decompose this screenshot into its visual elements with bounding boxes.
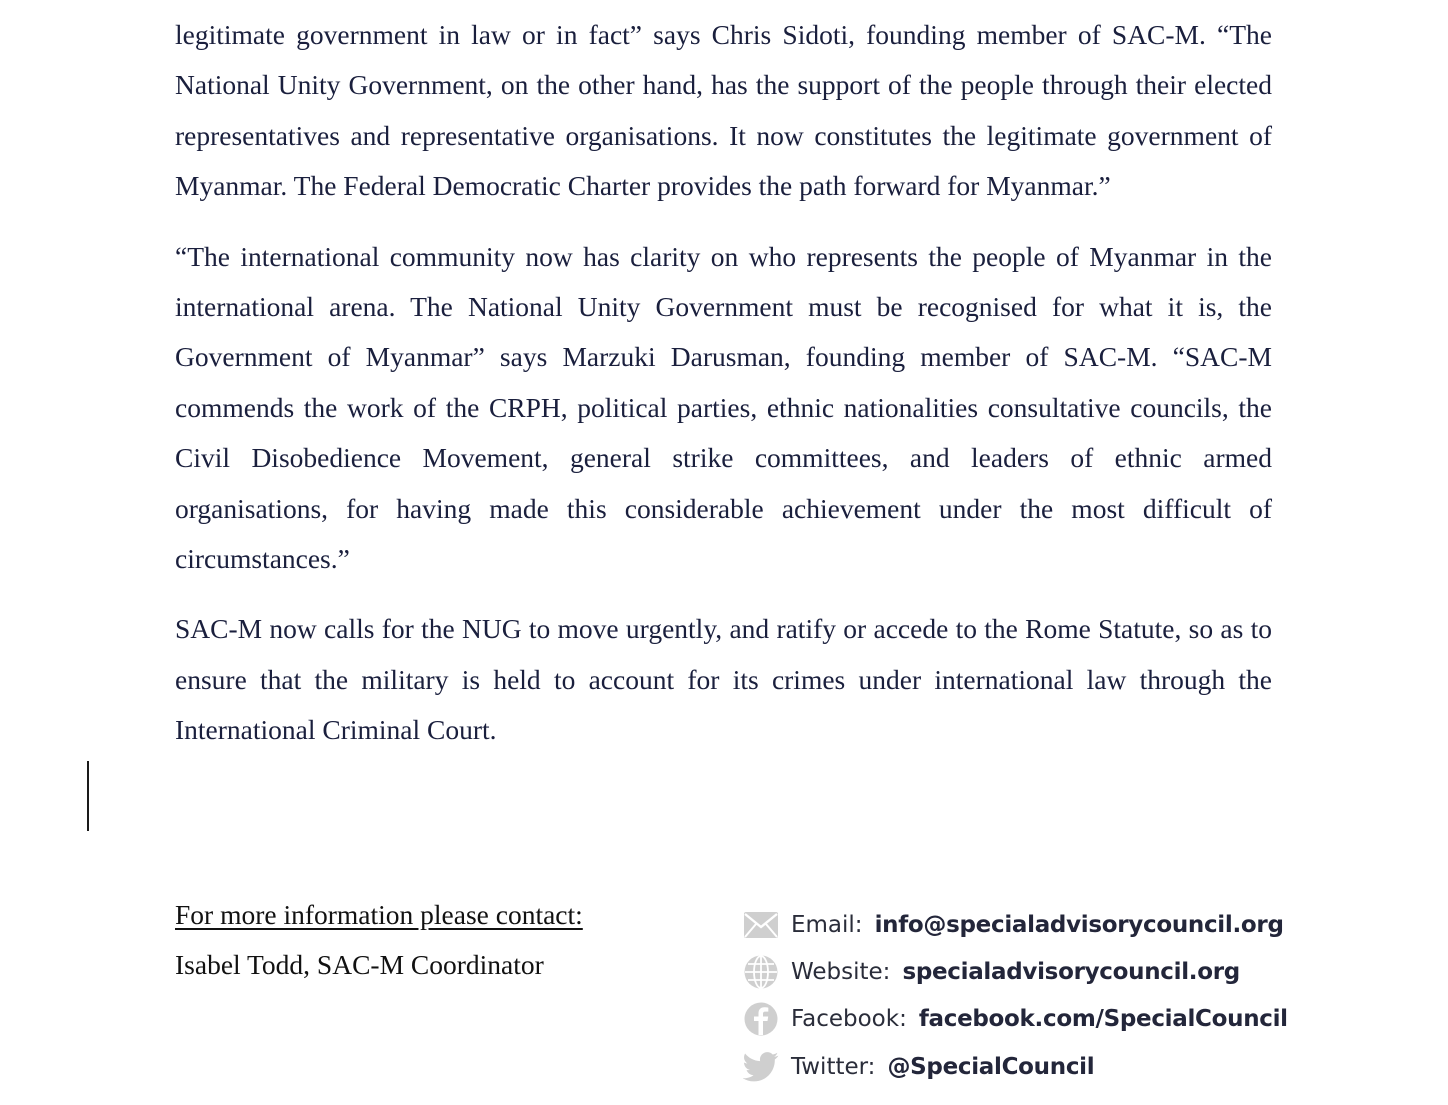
paragraph-darusman-quote: “The international community now has clarity on who represents the people of Myanmar in the international arena. The National Unity Government must be recognised for what it is, the Government of Myanmar” says Marzuki Darusman, founding member of SAC-M. “SAC-M commends the work of the CRPH, political parties, ethnic nationalities consultative councils, the Civil Disobedience Movement, general strike committees, and leaders of ethnic armed organisations, for having made this considerable achievement under the most difficult of circumstances.”	[175, 240, 1272, 575]
globe-icon	[742, 954, 780, 990]
twitter-icon	[742, 1049, 780, 1085]
facebook-icon	[742, 1001, 780, 1037]
website-row	[742, 948, 1288, 995]
body-text	[175, 10, 1272, 776]
email-row	[742, 901, 1288, 948]
twitter-row	[742, 1043, 1288, 1090]
website-label: Website:	[791, 958, 891, 985]
email-link[interactable]: info@specialadvisorycouncil.org	[874, 911, 1284, 938]
contact-heading: For more information please contact:	[175, 899, 583, 930]
envelope-icon	[742, 907, 780, 943]
contact-links	[742, 901, 1288, 1090]
website-link[interactable]: specialadvisorycouncil.org	[902, 958, 1240, 985]
facebook-row	[742, 996, 1288, 1043]
twitter-label: Twitter:	[791, 1053, 876, 1080]
contact-block	[175, 890, 583, 990]
twitter-link[interactable]: @SpecialCouncil	[887, 1053, 1095, 1080]
paragraph-rome-statute: SAC-M now calls for the NUG to move urgently, and ratify or accede to the Rome Statute, so as to ensure that the military is held to account for its crimes under international law through the International Criminal Court.	[175, 613, 1272, 746]
email-label: Email:	[791, 911, 863, 938]
paragraph-sidoti-quote: legitimate government in law or in fact” says Chris Sidoti, founding member of SAC-M. “The National Unity Government, on the other hand, has the support of the people through their elected representatives and representative organisations. It now constitutes the legitimate government of Myanmar. The Federal Democratic Charter provides the path forward for Myanmar.”	[175, 19, 1272, 202]
text-cursor-bar	[87, 761, 89, 831]
facebook-link[interactable]: facebook.com/SpecialCouncil	[918, 1006, 1288, 1033]
facebook-label: Facebook:	[791, 1006, 907, 1033]
contact-person: Isabel Todd, SAC-M Coordinator	[175, 949, 544, 980]
